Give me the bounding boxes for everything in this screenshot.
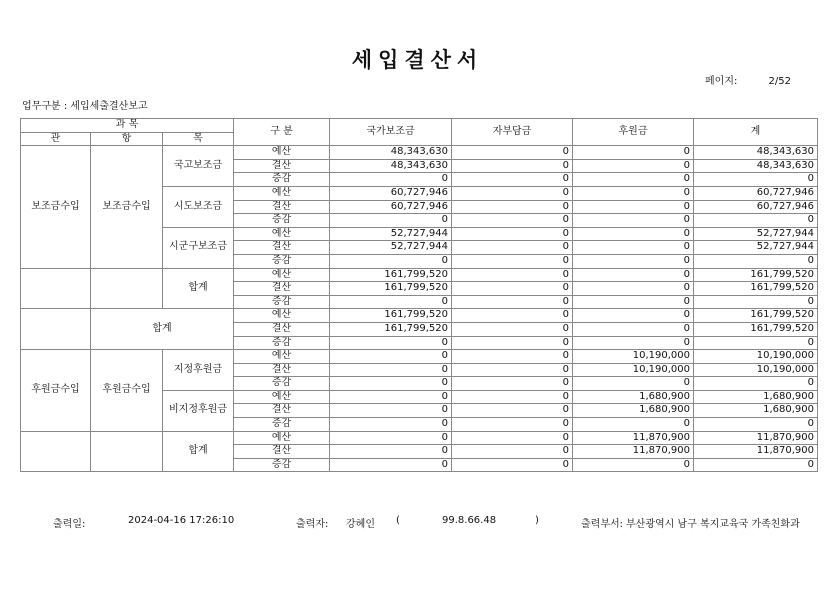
amount-cell: 11,870,900 <box>694 431 818 445</box>
header-total: 계 <box>694 119 818 146</box>
amount-cell: 0 <box>330 404 452 418</box>
amount-cell: 0 <box>694 173 818 187</box>
amount-cell: 0 <box>452 309 573 323</box>
row-type-cell: 증감 <box>234 254 330 268</box>
amount-cell: 0 <box>452 322 573 336</box>
amount-cell: 0 <box>452 445 573 459</box>
amount-cell: 10,190,000 <box>573 350 694 364</box>
amount-cell: 11,870,900 <box>573 431 694 445</box>
amount-cell: 0 <box>573 241 694 255</box>
row-type-cell: 예산 <box>234 350 330 364</box>
header-gubun: 구 분 <box>234 119 330 146</box>
table-row <box>21 268 818 282</box>
amount-cell: 0 <box>694 336 818 350</box>
amount-cell: 0 <box>573 295 694 309</box>
row-type-cell: 예산 <box>234 268 330 282</box>
hang-cell: 보조금수입 <box>91 146 163 268</box>
revenue-settlement-table <box>20 118 818 472</box>
amount-cell: 0 <box>573 377 694 391</box>
amount-cell: 0 <box>330 390 452 404</box>
amount-cell: 161,799,520 <box>330 282 452 296</box>
amount-cell: 0 <box>330 445 452 459</box>
row-type-cell: 예산 <box>234 431 330 445</box>
amount-cell: 0 <box>452 268 573 282</box>
amount-cell: 0 <box>573 268 694 282</box>
paren-open: ( <box>396 515 400 526</box>
amount-cell: 0 <box>452 295 573 309</box>
amount-cell: 0 <box>330 350 452 364</box>
amount-cell: 161,799,520 <box>330 268 452 282</box>
mok-cell: 국고보조금 <box>163 146 234 187</box>
total-label: 합계 <box>91 309 234 350</box>
amount-cell: 60,727,946 <box>694 186 818 200</box>
amount-cell: 0 <box>452 186 573 200</box>
report-title: 세입결산서 <box>351 48 484 72</box>
row-type-cell: 증감 <box>234 295 330 309</box>
row-type-cell: 예산 <box>234 309 330 323</box>
amount-cell: 0 <box>694 254 818 268</box>
amount-cell: 161,799,520 <box>330 309 452 323</box>
header-self-burden: 자부담금 <box>452 119 573 146</box>
amount-cell: 161,799,520 <box>694 282 818 296</box>
empty-gwan-cell <box>21 309 91 350</box>
amount-cell: 0 <box>573 227 694 241</box>
amount-cell: 0 <box>330 173 452 187</box>
print-date-label: 출력일: <box>53 519 86 530</box>
amount-cell: 0 <box>330 431 452 445</box>
row-type-cell: 증감 <box>234 336 330 350</box>
print-date-value: 2024-04-16 17:26:10 <box>128 515 235 526</box>
amount-cell: 0 <box>573 254 694 268</box>
row-type-cell: 예산 <box>234 186 330 200</box>
empty-gwan-cell <box>21 431 91 472</box>
page-label: 페이지: <box>705 76 738 87</box>
amount-cell: 0 <box>452 431 573 445</box>
amount-cell: 0 <box>452 173 573 187</box>
amount-cell: 0 <box>452 418 573 432</box>
gwan-cell: 보조금수입 <box>21 146 91 268</box>
amount-cell: 48,343,630 <box>330 159 452 173</box>
row-type-cell: 증감 <box>234 214 330 228</box>
subtotal-label: 합계 <box>163 431 234 472</box>
header-gwan: 관 <box>21 132 91 146</box>
subtotal-label: 합계 <box>163 268 234 309</box>
row-type-cell: 결산 <box>234 159 330 173</box>
row-type-cell: 예산 <box>234 146 330 160</box>
row-type-cell: 증감 <box>234 173 330 187</box>
amount-cell: 161,799,520 <box>330 322 452 336</box>
amount-cell: 60,727,946 <box>330 186 452 200</box>
row-type-cell: 결산 <box>234 282 330 296</box>
amount-cell: 0 <box>452 404 573 418</box>
amount-cell: 0 <box>452 458 573 472</box>
paren-close: ) <box>535 515 539 526</box>
amount-cell: 161,799,520 <box>694 268 818 282</box>
mok-cell: 시도보조금 <box>163 186 234 227</box>
row-type-cell: 증감 <box>234 377 330 391</box>
header-national-subsidy: 국가보조금 <box>330 119 452 146</box>
page-indicator <box>705 72 791 87</box>
row-type-cell: 증감 <box>234 418 330 432</box>
amount-cell: 48,343,630 <box>330 146 452 160</box>
amount-cell: 1,680,900 <box>694 390 818 404</box>
amount-cell: 10,190,000 <box>573 363 694 377</box>
amount-cell: 0 <box>573 458 694 472</box>
amount-cell: 0 <box>452 200 573 214</box>
page-number: 2/52 <box>768 76 791 87</box>
header-mok: 목 <box>163 132 234 146</box>
amount-cell: 0 <box>573 200 694 214</box>
amount-cell: 0 <box>694 418 818 432</box>
amount-cell: 1,680,900 <box>694 404 818 418</box>
table-row <box>21 146 818 160</box>
business-category: 업무구분 : 세입세출결산보고 <box>22 101 148 112</box>
amount-cell: 0 <box>573 159 694 173</box>
table-row <box>21 350 818 364</box>
table-row <box>21 431 818 445</box>
amount-cell: 0 <box>694 214 818 228</box>
amount-cell: 0 <box>694 458 818 472</box>
row-type-cell: 결산 <box>234 241 330 255</box>
amount-cell: 60,727,946 <box>694 200 818 214</box>
amount-cell: 0 <box>330 363 452 377</box>
empty-hang-cell <box>91 431 163 472</box>
table-row <box>21 309 818 323</box>
print-dept-label: 출력부서: <box>581 519 624 530</box>
amount-cell: 0 <box>573 336 694 350</box>
amount-cell: 0 <box>452 390 573 404</box>
amount-cell: 0 <box>330 214 452 228</box>
amount-cell: 0 <box>330 295 452 309</box>
amount-cell: 1,680,900 <box>573 390 694 404</box>
printer-ip: 99.8.66.48 <box>442 515 497 526</box>
amount-cell: 0 <box>573 309 694 323</box>
empty-hang-cell <box>91 268 163 309</box>
row-type-cell: 결산 <box>234 445 330 459</box>
row-type-cell: 예산 <box>234 227 330 241</box>
amount-cell: 10,190,000 <box>694 363 818 377</box>
mok-cell: 지정후원금 <box>163 350 234 391</box>
amount-cell: 0 <box>573 214 694 228</box>
amount-cell: 0 <box>573 322 694 336</box>
amount-cell: 0 <box>452 159 573 173</box>
amount-cell: 11,870,900 <box>694 445 818 459</box>
row-type-cell: 결산 <box>234 322 330 336</box>
amount-cell: 0 <box>573 282 694 296</box>
empty-gwan-cell <box>21 268 91 309</box>
amount-cell: 0 <box>573 186 694 200</box>
amount-cell: 161,799,520 <box>694 322 818 336</box>
amount-cell: 0 <box>452 146 573 160</box>
amount-cell: 161,799,520 <box>694 309 818 323</box>
amount-cell: 11,870,900 <box>573 445 694 459</box>
amount-cell: 0 <box>452 241 573 255</box>
amount-cell: 0 <box>452 377 573 391</box>
row-type-cell: 결산 <box>234 363 330 377</box>
gwan-cell: 후원금수입 <box>21 350 91 432</box>
amount-cell: 60,727,946 <box>330 200 452 214</box>
amount-cell: 52,727,944 <box>694 241 818 255</box>
amount-cell: 0 <box>330 377 452 391</box>
header-hang: 항 <box>91 132 163 146</box>
amount-cell: 0 <box>452 254 573 268</box>
amount-cell: 0 <box>694 377 818 391</box>
mok-cell: 시군구보조금 <box>163 227 234 268</box>
header-donation: 후원금 <box>573 119 694 146</box>
amount-cell: 0 <box>452 214 573 228</box>
amount-cell: 0 <box>452 350 573 364</box>
amount-cell: 0 <box>330 458 452 472</box>
amount-cell: 48,343,630 <box>694 159 818 173</box>
amount-cell: 0 <box>330 418 452 432</box>
amount-cell: 0 <box>452 363 573 377</box>
amount-cell: 0 <box>452 336 573 350</box>
amount-cell: 0 <box>573 146 694 160</box>
table-body <box>21 146 818 472</box>
amount-cell: 10,190,000 <box>694 350 818 364</box>
amount-cell: 0 <box>694 295 818 309</box>
amount-cell: 0 <box>452 227 573 241</box>
print-dept-value: 부산광역시 남구 복지교육국 가족친화과 <box>626 519 800 530</box>
amount-cell: 0 <box>330 336 452 350</box>
hang-cell: 후원금수입 <box>91 350 163 432</box>
mok-cell: 비지정후원금 <box>163 390 234 431</box>
amount-cell: 52,727,944 <box>330 227 452 241</box>
amount-cell: 0 <box>573 173 694 187</box>
amount-cell: 0 <box>573 418 694 432</box>
row-type-cell: 결산 <box>234 404 330 418</box>
row-type-cell: 증감 <box>234 458 330 472</box>
row-type-cell: 결산 <box>234 200 330 214</box>
amount-cell: 52,727,944 <box>330 241 452 255</box>
amount-cell: 0 <box>330 254 452 268</box>
amount-cell: 48,343,630 <box>694 146 818 160</box>
printer-name: 강혜인 <box>346 519 375 530</box>
printer-label: 출력자: <box>296 519 329 530</box>
row-type-cell: 예산 <box>234 390 330 404</box>
header-gwamok: 과 목 <box>21 119 234 133</box>
amount-cell: 1,680,900 <box>573 404 694 418</box>
amount-cell: 0 <box>452 282 573 296</box>
amount-cell: 52,727,944 <box>694 227 818 241</box>
